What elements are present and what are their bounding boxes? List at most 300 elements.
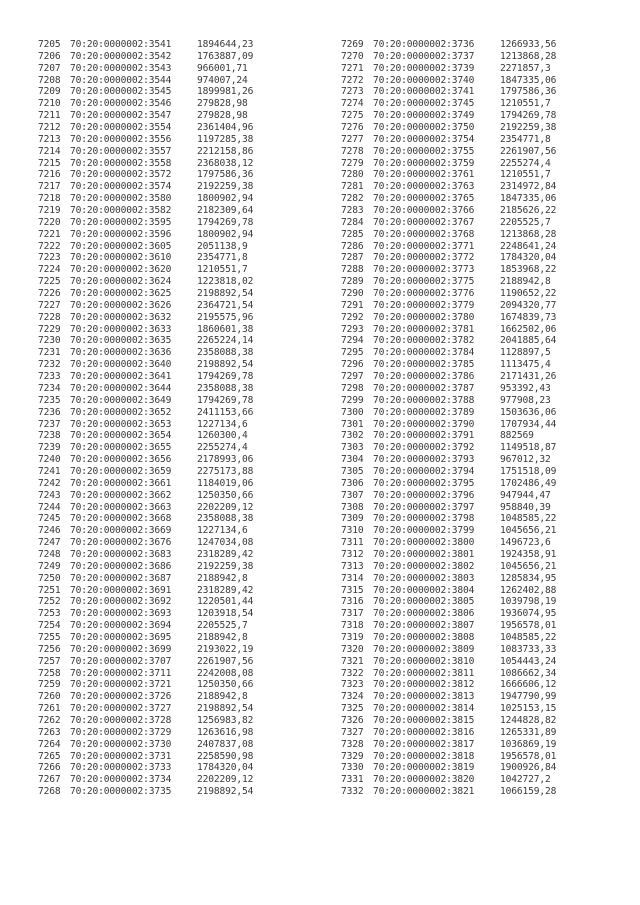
row-number: 7226 <box>38 288 61 300</box>
row-number: 7208 <box>38 74 61 86</box>
amount-value: 966001,71 <box>197 62 248 74</box>
row-number: 7244 <box>38 501 61 513</box>
row-number: 7228 <box>38 311 61 323</box>
amount-value: 2188942,8 <box>197 631 248 643</box>
amount-value: 2314972,84 <box>500 181 557 193</box>
row-number: 7272 <box>341 74 364 86</box>
cadastral-number: 70:20:0000002:3754 <box>373 133 475 145</box>
cadastral-number: 70:20:0000002:3545 <box>70 86 172 98</box>
table-row <box>38 300 253 312</box>
amount-value: 1244828,82 <box>500 714 557 726</box>
row-number: 7248 <box>38 548 61 560</box>
row-number: 7302 <box>341 430 364 442</box>
table-row <box>341 561 556 573</box>
amount-value: 958840,39 <box>500 501 551 513</box>
table-row <box>341 632 556 644</box>
table-row <box>341 691 556 703</box>
row-number: 7225 <box>38 276 61 288</box>
row-number: 7230 <box>38 335 61 347</box>
amount-value: 1503636,06 <box>500 406 557 418</box>
table-row <box>38 668 253 680</box>
table-row <box>38 110 253 122</box>
cadastral-number: 70:20:0000002:3776 <box>373 288 475 300</box>
table-row <box>341 383 556 395</box>
table-row <box>38 537 253 549</box>
amount-value: 2041885,64 <box>500 335 557 347</box>
amount-value: 2195575,96 <box>197 311 254 323</box>
cadastral-number: 70:20:0000002:3661 <box>70 477 172 489</box>
cadastral-number: 70:20:0000002:3556 <box>70 133 172 145</box>
table-row <box>341 359 556 371</box>
row-number: 7223 <box>38 252 61 264</box>
table-row <box>341 347 556 359</box>
amount-value: 2354771,8 <box>197 252 248 264</box>
amount-value: 1113475,4 <box>500 359 551 371</box>
row-number: 7238 <box>38 430 61 442</box>
row-number: 7239 <box>38 442 61 454</box>
amount-value: 2358088,38 <box>197 347 254 359</box>
row-number: 7262 <box>38 714 61 726</box>
cadastral-number: 70:20:0000002:3692 <box>70 596 172 608</box>
cadastral-number: 70:20:0000002:3636 <box>70 347 172 359</box>
row-number: 7243 <box>38 489 61 501</box>
table-row <box>341 63 556 75</box>
cadastral-number: 70:20:0000002:3547 <box>70 110 172 122</box>
table-row <box>341 252 556 264</box>
amount-value: 2368038,12 <box>197 157 254 169</box>
row-number: 7256 <box>38 643 61 655</box>
table-row <box>341 727 556 739</box>
row-number: 7235 <box>38 394 61 406</box>
amount-value: 2242008,08 <box>197 667 254 679</box>
row-number: 7246 <box>38 525 61 537</box>
cadastral-number: 70:20:0000002:3803 <box>373 572 475 584</box>
cadastral-number: 70:20:0000002:3788 <box>373 394 475 406</box>
cadastral-number: 70:20:0000002:3789 <box>373 406 475 418</box>
row-number: 7279 <box>341 157 364 169</box>
row-number: 7242 <box>38 477 61 489</box>
row-number: 7293 <box>341 323 364 335</box>
cadastral-number: 70:20:0000002:3749 <box>373 110 475 122</box>
cadastral-number: 70:20:0000002:3818 <box>373 750 475 762</box>
table-row <box>38 75 253 87</box>
amount-value: 1956578,01 <box>500 620 557 632</box>
cadastral-number: 70:20:0000002:3669 <box>70 525 172 537</box>
row-number: 7233 <box>38 371 61 383</box>
amount-value: 279828,98 <box>197 110 248 122</box>
row-number: 7276 <box>341 122 364 134</box>
amount-value: 1263616,98 <box>197 726 254 738</box>
row-number: 7289 <box>341 276 364 288</box>
table-row <box>38 490 253 502</box>
cadastral-number: 70:20:0000002:3775 <box>373 276 475 288</box>
amount-value: 1045656,21 <box>500 525 557 537</box>
amount-value: 1025153,15 <box>500 703 557 715</box>
table-row <box>341 146 556 158</box>
row-number: 7216 <box>38 169 61 181</box>
cadastral-number: 70:20:0000002:3662 <box>70 489 172 501</box>
cadastral-number: 70:20:0000002:3595 <box>70 216 172 228</box>
table-row <box>38 442 253 454</box>
amount-value: 2192259,38 <box>197 181 254 193</box>
amount-value: 2198892,54 <box>197 786 254 798</box>
table-row <box>341 774 556 786</box>
cadastral-number: 70:20:0000002:3727 <box>70 703 172 715</box>
cadastral-number: 70:20:0000002:3544 <box>70 74 172 86</box>
table-row <box>341 739 556 751</box>
amount-value: 2192259,38 <box>197 560 254 572</box>
table-row <box>341 573 556 585</box>
table-row <box>341 454 556 466</box>
cadastral-number: 70:20:0000002:3737 <box>373 50 475 62</box>
table-row <box>341 596 556 608</box>
cadastral-number: 70:20:0000002:3797 <box>373 501 475 513</box>
row-number: 7278 <box>341 145 364 157</box>
row-number: 7331 <box>341 774 364 786</box>
table-row <box>341 442 556 454</box>
row-number: 7285 <box>341 228 364 240</box>
row-number: 7253 <box>38 608 61 620</box>
row-number: 7217 <box>38 181 61 193</box>
cadastral-number: 70:20:0000002:3541 <box>70 39 172 50</box>
row-number: 7273 <box>341 86 364 98</box>
cadastral-number: 70:20:0000002:3765 <box>373 193 475 205</box>
table-row <box>38 241 253 253</box>
amount-value: 1048585,22 <box>500 513 557 525</box>
amount-value: 2261907,56 <box>500 145 557 157</box>
row-number: 7231 <box>38 347 61 359</box>
row-number: 7250 <box>38 572 61 584</box>
table-row <box>38 525 253 537</box>
table-row <box>38 561 253 573</box>
table-row <box>38 134 253 146</box>
amount-value: 1784320,04 <box>197 762 254 774</box>
table-row <box>341 608 556 620</box>
amount-value: 2318289,42 <box>197 584 254 596</box>
row-number: 7259 <box>38 679 61 691</box>
cadastral-number: 70:20:0000002:3557 <box>70 145 172 157</box>
row-number: 7205 <box>38 39 61 50</box>
table-row <box>38 466 253 478</box>
amount-value: 2198892,54 <box>197 703 254 715</box>
cadastral-number: 70:20:0000002:3794 <box>373 465 475 477</box>
cadastral-number: 70:20:0000002:3786 <box>373 371 475 383</box>
table-row <box>341 205 556 217</box>
cadastral-number: 70:20:0000002:3730 <box>70 738 172 750</box>
table-row <box>341 98 556 110</box>
row-number: 7268 <box>38 786 61 798</box>
row-number: 7290 <box>341 288 364 300</box>
cadastral-number: 70:20:0000002:3633 <box>70 323 172 335</box>
cadastral-number: 70:20:0000002:3768 <box>373 228 475 240</box>
amount-value: 1797586,36 <box>197 169 254 181</box>
cadastral-number: 70:20:0000002:3755 <box>373 145 475 157</box>
row-number: 7227 <box>38 299 61 311</box>
table-row <box>341 466 556 478</box>
amount-value: 1794269,78 <box>197 216 254 228</box>
cadastral-number: 70:20:0000002:3745 <box>373 98 475 110</box>
row-number: 7255 <box>38 631 61 643</box>
row-number: 7222 <box>38 240 61 252</box>
cadastral-number: 70:20:0000002:3695 <box>70 631 172 643</box>
table-row <box>38 39 253 51</box>
table-row <box>38 288 253 300</box>
cadastral-number: 70:20:0000002:3733 <box>70 762 172 774</box>
table-row <box>38 335 253 347</box>
row-number: 7261 <box>38 703 61 715</box>
table-row <box>38 679 253 691</box>
amount-value: 1262402,88 <box>500 584 557 596</box>
amount-value: 2258590,98 <box>197 750 254 762</box>
row-number: 7258 <box>38 667 61 679</box>
cadastral-number: 70:20:0000002:3795 <box>373 477 475 489</box>
cadastral-number: 70:20:0000002:3546 <box>70 98 172 110</box>
amount-value: 1707934,44 <box>500 418 557 430</box>
amount-value: 1496723,6 <box>500 537 551 549</box>
table-row <box>38 513 253 525</box>
row-number: 7264 <box>38 738 61 750</box>
cadastral-number: 70:20:0000002:3640 <box>70 359 172 371</box>
table-row <box>341 395 556 407</box>
amount-value: 2275173,88 <box>197 465 254 477</box>
amount-value: 1794269,78 <box>197 371 254 383</box>
amount-value: 2361404,96 <box>197 122 254 134</box>
row-number: 7245 <box>38 513 61 525</box>
table-row <box>341 324 556 336</box>
amount-value: 1197285,38 <box>197 133 254 145</box>
row-number: 7297 <box>341 371 364 383</box>
amount-value: 1083733,33 <box>500 643 557 655</box>
row-number: 7271 <box>341 62 364 74</box>
row-number: 7330 <box>341 762 364 774</box>
table-row <box>341 478 556 490</box>
amount-value: 1847335,06 <box>500 193 557 205</box>
amount-value: 2354771,8 <box>500 133 551 145</box>
cadastral-number: 70:20:0000002:3610 <box>70 252 172 264</box>
table-row <box>38 774 253 786</box>
table-row <box>38 86 253 98</box>
cadastral-number: 70:20:0000002:3663 <box>70 501 172 513</box>
cadastral-number: 70:20:0000002:3819 <box>373 762 475 774</box>
row-number: 7317 <box>341 608 364 620</box>
amount-value: 2358088,38 <box>197 382 254 394</box>
table-row <box>341 229 556 241</box>
row-number: 7306 <box>341 477 364 489</box>
amount-value: 2411153,66 <box>197 406 254 418</box>
amount-value: 1784320,04 <box>500 252 557 264</box>
amount-value: 1036869,19 <box>500 738 557 750</box>
cadastral-number: 70:20:0000002:3542 <box>70 50 172 62</box>
amount-value: 279828,98 <box>197 98 248 110</box>
table-row <box>38 407 253 419</box>
amount-value: 1042727,2 <box>500 774 551 786</box>
cadastral-number: 70:20:0000002:3817 <box>373 738 475 750</box>
cadastral-number: 70:20:0000002:3693 <box>70 608 172 620</box>
amount-value: 1894644,23 <box>197 39 254 50</box>
amount-value: 1227134,6 <box>197 418 248 430</box>
table-row <box>341 786 556 798</box>
table-row <box>341 158 556 170</box>
cadastral-number: 70:20:0000002:3767 <box>373 216 475 228</box>
right-column <box>341 39 556 798</box>
table-row <box>38 691 253 703</box>
row-number: 7209 <box>38 86 61 98</box>
cadastral-number: 70:20:0000002:3582 <box>70 205 172 217</box>
table-row <box>341 703 556 715</box>
amount-value: 1190652,22 <box>500 288 557 300</box>
amount-value: 1210551,7 <box>197 264 248 276</box>
amount-value: 967012,32 <box>500 454 551 466</box>
table-row <box>38 146 253 158</box>
amount-value: 2407837,08 <box>197 738 254 750</box>
amount-value: 1860601,38 <box>197 323 254 335</box>
cadastral-number: 70:20:0000002:3816 <box>373 726 475 738</box>
amount-value: 2212158,86 <box>197 145 254 157</box>
cadastral-number: 70:20:0000002:3792 <box>373 442 475 454</box>
row-number: 7232 <box>38 359 61 371</box>
amount-value: 1853968,22 <box>500 264 557 276</box>
cadastral-number: 70:20:0000002:3820 <box>373 774 475 786</box>
cadastral-number: 70:20:0000002:3721 <box>70 679 172 691</box>
table-row <box>38 762 253 774</box>
cadastral-number: 70:20:0000002:3574 <box>70 181 172 193</box>
row-number: 7291 <box>341 299 364 311</box>
row-number: 7282 <box>341 193 364 205</box>
row-number: 7251 <box>38 584 61 596</box>
table-row <box>341 181 556 193</box>
table-row <box>341 502 556 514</box>
cadastral-number: 70:20:0000002:3813 <box>373 691 475 703</box>
table-row <box>341 419 556 431</box>
amount-value: 2271857,3 <box>500 62 551 74</box>
cadastral-number: 70:20:0000002:3772 <box>373 252 475 264</box>
row-number: 7221 <box>38 228 61 240</box>
amount-value: 1066159,28 <box>500 786 557 798</box>
table-row <box>38 312 253 324</box>
cadastral-number: 70:20:0000002:3641 <box>70 371 172 383</box>
row-number: 7323 <box>341 679 364 691</box>
row-number: 7315 <box>341 584 364 596</box>
cadastral-number: 70:20:0000002:3728 <box>70 714 172 726</box>
row-number: 7281 <box>341 181 364 193</box>
amount-value: 1247034,08 <box>197 537 254 549</box>
row-number: 7332 <box>341 786 364 798</box>
row-number: 7326 <box>341 714 364 726</box>
cadastral-number: 70:20:0000002:3596 <box>70 228 172 240</box>
cadastral-number: 70:20:0000002:3790 <box>373 418 475 430</box>
cadastral-number: 70:20:0000002:3780 <box>373 311 475 323</box>
table-row <box>341 241 556 253</box>
table-row <box>38 632 253 644</box>
row-number: 7295 <box>341 347 364 359</box>
row-number: 7307 <box>341 489 364 501</box>
table-row <box>341 513 556 525</box>
table-row <box>341 644 556 656</box>
row-number: 7265 <box>38 750 61 762</box>
table-row <box>38 549 253 561</box>
cadastral-number: 70:20:0000002:3784 <box>373 347 475 359</box>
table-row <box>341 668 556 680</box>
row-number: 7234 <box>38 382 61 394</box>
table-row <box>341 300 556 312</box>
cadastral-number: 70:20:0000002:3734 <box>70 774 172 786</box>
table-row <box>38 217 253 229</box>
cadastral-number: 70:20:0000002:3649 <box>70 394 172 406</box>
cadastral-number: 70:20:0000002:3810 <box>373 655 475 667</box>
row-number: 7328 <box>341 738 364 750</box>
table-row <box>38 656 253 668</box>
row-number: 7314 <box>341 572 364 584</box>
table-row <box>341 134 556 146</box>
table-row <box>38 181 253 193</box>
cadastral-number: 70:20:0000002:3782 <box>373 335 475 347</box>
amount-value: 1794269,78 <box>197 394 254 406</box>
cadastral-number: 70:20:0000002:3798 <box>373 513 475 525</box>
cadastral-number: 70:20:0000002:3804 <box>373 584 475 596</box>
table-row <box>38 264 253 276</box>
cadastral-number: 70:20:0000002:3659 <box>70 465 172 477</box>
amount-value: 1702486,49 <box>500 477 557 489</box>
amount-value: 1936074,95 <box>500 608 557 620</box>
cadastral-number: 70:20:0000002:3558 <box>70 157 172 169</box>
cadastral-number: 70:20:0000002:3787 <box>373 382 475 394</box>
amount-value: 2182309,64 <box>197 205 254 217</box>
cadastral-number: 70:20:0000002:3815 <box>373 714 475 726</box>
table-row <box>38 739 253 751</box>
amount-value: 1794269,78 <box>500 110 557 122</box>
table-row <box>38 620 253 632</box>
row-number: 7263 <box>38 726 61 738</box>
row-number: 7312 <box>341 548 364 560</box>
cadastral-number: 70:20:0000002:3654 <box>70 430 172 442</box>
row-number: 7321 <box>341 655 364 667</box>
amount-value: 1666606,12 <box>500 679 557 691</box>
left-column <box>38 39 253 798</box>
row-number: 7280 <box>341 169 364 181</box>
cadastral-number: 70:20:0000002:3726 <box>70 691 172 703</box>
table-row <box>341 193 556 205</box>
cadastral-number: 70:20:0000002:3808 <box>373 631 475 643</box>
row-number: 7207 <box>38 62 61 74</box>
amount-value: 1899981,26 <box>197 86 254 98</box>
table-row <box>38 573 253 585</box>
cadastral-number: 70:20:0000002:3624 <box>70 276 172 288</box>
table-row <box>38 193 253 205</box>
cadastral-number: 70:20:0000002:3655 <box>70 442 172 454</box>
cadastral-number: 70:20:0000002:3620 <box>70 264 172 276</box>
row-number: 7303 <box>341 442 364 454</box>
row-number: 7237 <box>38 418 61 430</box>
cadastral-number: 70:20:0000002:3676 <box>70 537 172 549</box>
table-row <box>38 229 253 241</box>
row-number: 7240 <box>38 454 61 466</box>
row-number: 7318 <box>341 620 364 632</box>
cadastral-number: 70:20:0000002:3773 <box>373 264 475 276</box>
row-number: 7298 <box>341 382 364 394</box>
row-number: 7247 <box>38 537 61 549</box>
cadastral-number: 70:20:0000002:3635 <box>70 335 172 347</box>
table-row <box>38 727 253 739</box>
amount-value: 1285834,95 <box>500 572 557 584</box>
cadastral-number: 70:20:0000002:3707 <box>70 655 172 667</box>
amount-value: 1048585,22 <box>500 631 557 643</box>
cadastral-number: 70:20:0000002:3653 <box>70 418 172 430</box>
amount-value: 953392,43 <box>500 382 551 394</box>
table-row <box>341 549 556 561</box>
table-row <box>38 703 253 715</box>
amount-value: 1947790,99 <box>500 691 557 703</box>
table-row <box>341 122 556 134</box>
